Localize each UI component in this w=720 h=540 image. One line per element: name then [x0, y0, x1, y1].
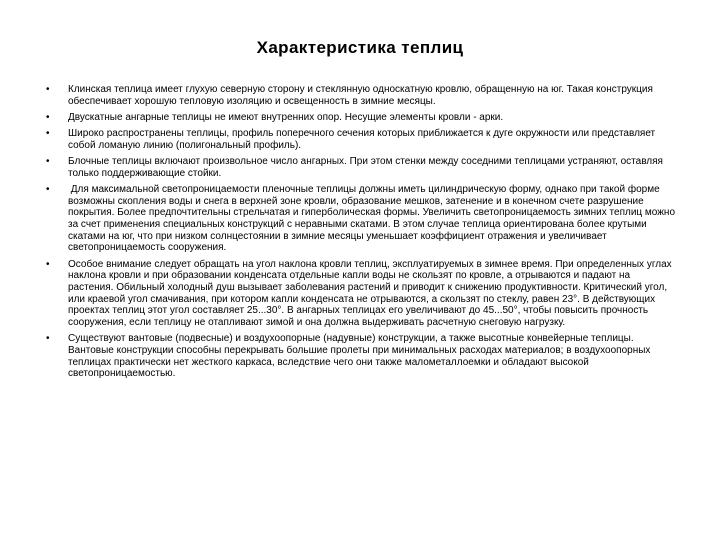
bullet-text: Блочные теплицы включают произвольное число ангарных. При этом стенки между соседними теплицами устраняют, оставляя только поддерживающие стойки.: [68, 156, 666, 179]
bullet-item: [46, 84, 678, 107]
bullet-item: [46, 112, 678, 124]
bullet-item: [46, 333, 678, 380]
bullet-marker: •: [46, 258, 50, 270]
bullet-list: [46, 84, 678, 385]
bullet-text: Для максимальной светопроницаемости пленочные теплицы должны иметь цилиндрическую форму, однако при такой форме возможны скопления воды и снега в верхней зоне кровли, образование мешков, затенение и в конечном счете разрушение покрытия. Более предпочтительны стрельчатая и гиперболическая формы. Увеличить светопроницаемость зимних теплиц можно за счет применения специальных конструкций с неравными скатами. В этом случае теплица ориентирована более крутыми скатами на юг, что при низком солнцестоянии в зимние месяцы уменьшает коэффициент отражения и увеличивает светопроницаемость сооружения.: [68, 183, 678, 254]
slide-title: Характеристика теплиц: [256, 38, 464, 57]
bullet-marker: •: [46, 111, 50, 123]
bullet-text: Клинская теплица имеет глухую северную сторону и стеклянную односкатную кровлю, обращенную на юг. Такая конструкция обеспечивает хорошую тепловую изоляцию и освещенность в зимние месяцы.: [68, 84, 656, 107]
bullet-text: Особое внимание следует обращать на угол наклона кровли теплиц, эксплуатируемых в зимнее время. При определенных углах наклона кровли и при образовании конденсата отдельные капли воды не скользят по кровле, а отрываются и падают на растения. Обильный холодный душ вызывает заболевания растений и приводит к снижению продуктивности. Критический угол, или краевой угол смачивания, при котором капли конденсата не отрываются, а скользят по стеклу, равен 23°. В действующих проектах теплиц этот угол составляет 25...30°. В ангарных теплицах его увеличивают до 45...50°, чтобы повысить прочность сооружения, если теплицу не отапливают зимой и она должна выдерживать расчетную снеговую нагрузку.: [68, 258, 675, 329]
bullet-text: Существуют вантовые (подвесные) и воздухоопорные (надувные) конструкции, а также высотные конвейерные теплицы. Вантовые конструкции способны перекрывать большие пролеты при минимальных расходах материалов; в воздухоопорных теплицах практически нет жесткого каркаса, вследствие чего они также малометаллоемки и обладают высокой светопроницаемостью.: [68, 333, 654, 380]
bullet-marker: •: [46, 333, 50, 345]
bullet-item: [46, 156, 678, 179]
bullet-marker: •: [46, 183, 50, 195]
bullet-item: [46, 128, 678, 151]
bullet-text: Двускатные ангарные теплицы не имеют внутренних опор. Несущие элементы кровли - арки.: [68, 111, 504, 123]
bullet-item: [46, 184, 678, 254]
bullet-item: [46, 259, 678, 329]
bullet-text: Широко распространены теплицы, профиль поперечного сечения которых приближается к дуге окружности или представляет собой ломаную линию (полигональный профиль).: [68, 128, 658, 151]
bullet-marker: •: [46, 128, 50, 140]
bullet-marker: •: [46, 84, 50, 95]
bullet-marker: •: [46, 156, 50, 168]
